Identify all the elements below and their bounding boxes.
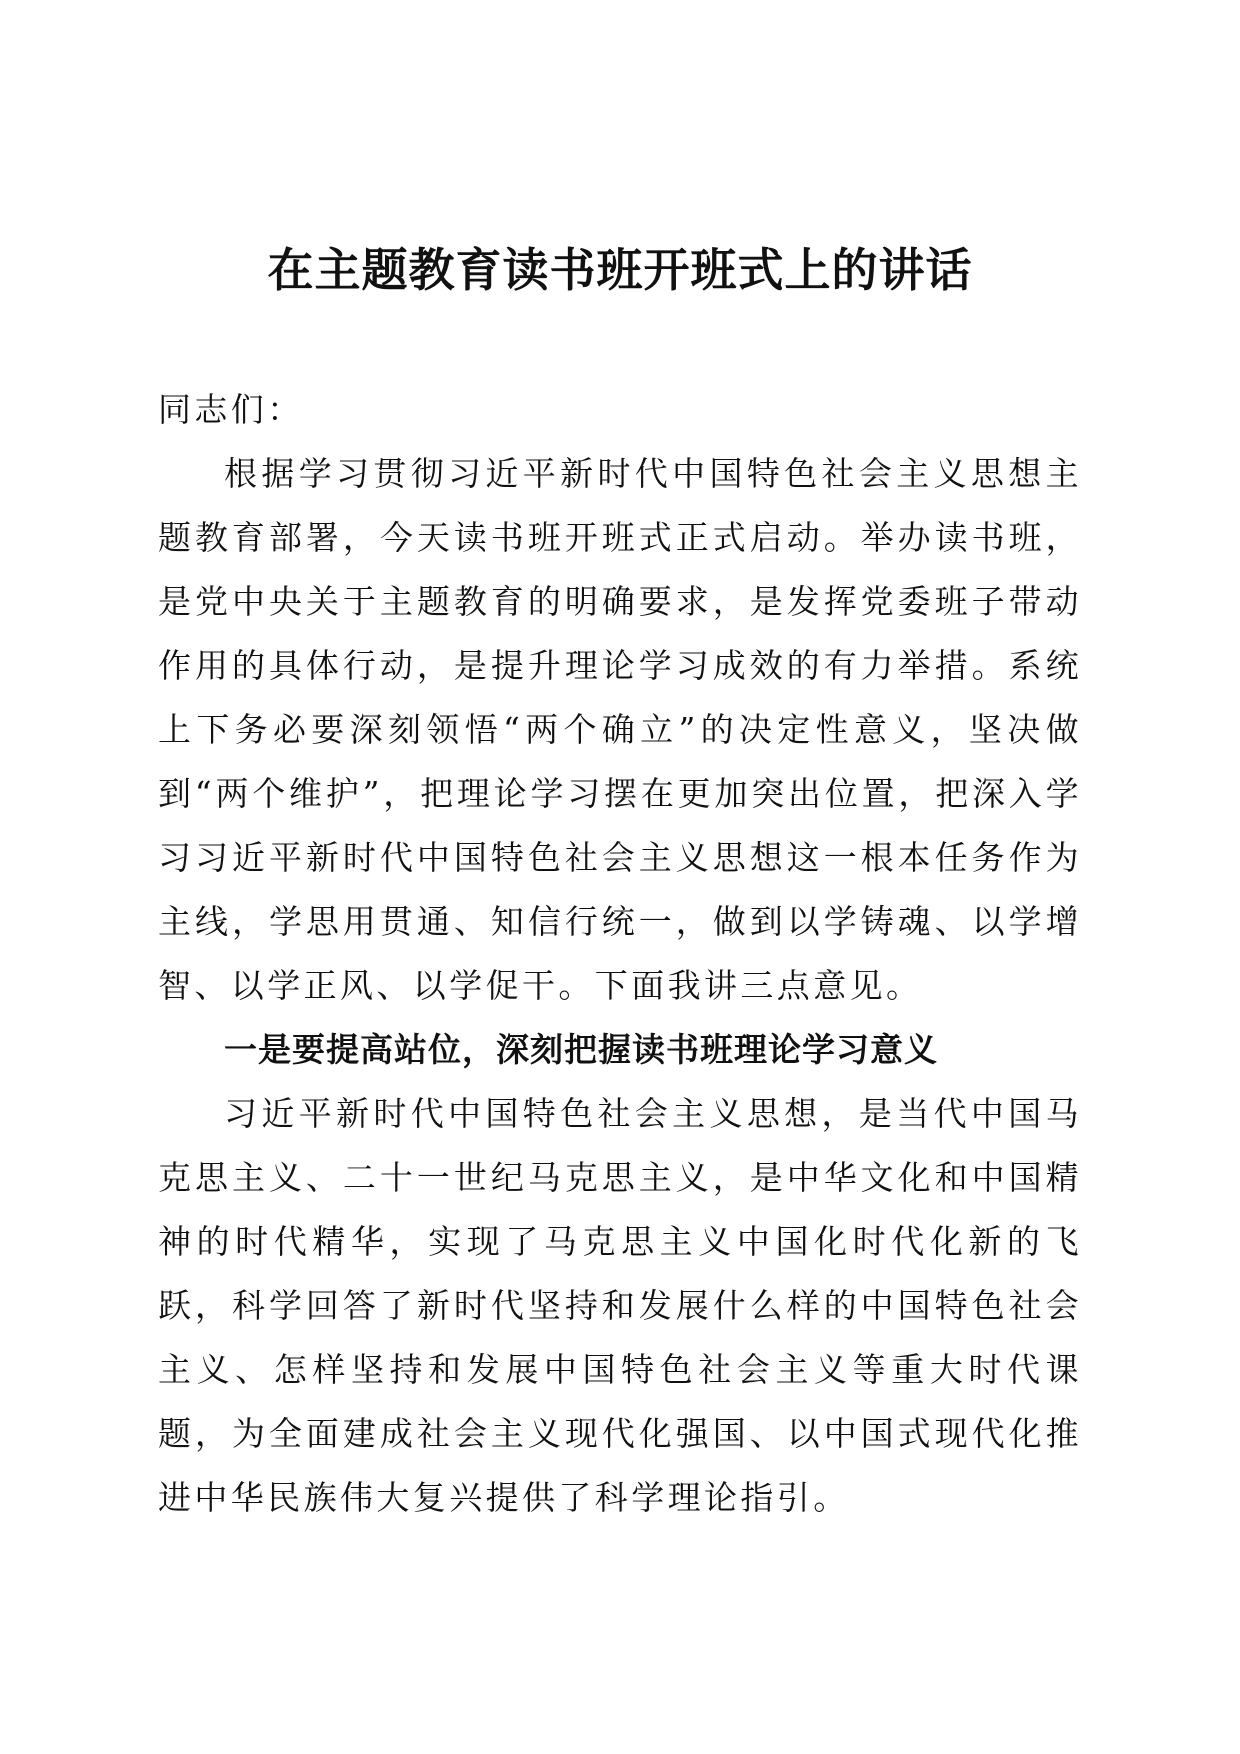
salutation: 同志们： — [158, 390, 304, 429]
intro-paragraph: 根据学习贯彻习近平新时代中国特色社会主义思想主题教育部署，今天读书班开班式正式启动。举办读书班，是党中央关于主题教育的明确要求，是发挥党委班子带动作用的具体行动，是提升理论学习成效的有力举措。系统上下务必要深刻领悟“两个确立”的决定性意义，坚决做到“两个维护”，把理论学习摆在更加突出位置，把深入学习习近平新时代中国特色社会主义思想这一根本任务作为主线，学思用贯通、知信行统一，做到以学铸魂、以学增智、以学正风、以学促干。下面我讲三点意见。 — [158, 454, 1082, 1005]
section-paragraph-1: 习近平新时代中国特色社会主义思想，是当代中国马克思主义、二十一世纪马克思主义，是中华文化和中国精神的时代精华，实现了马克思主义中国化时代化新的飞跃，科学回答了新时代坚持和发展什么样的中国特色社会主义、怎样坚持和发展中国特色社会主义等重大时代课题，为全面建成社会主义现代化强国、以中国式现代化推进中华民族伟大复兴提供了科学理论指引。 — [158, 1094, 1082, 1517]
document-body — [158, 378, 1082, 1530]
section-heading-1: 一是要提高站位，深刻把握读书班理论学习意义 — [224, 1030, 938, 1069]
document-title: 在主题教育读书班开班式上的讲话 — [267, 243, 973, 297]
